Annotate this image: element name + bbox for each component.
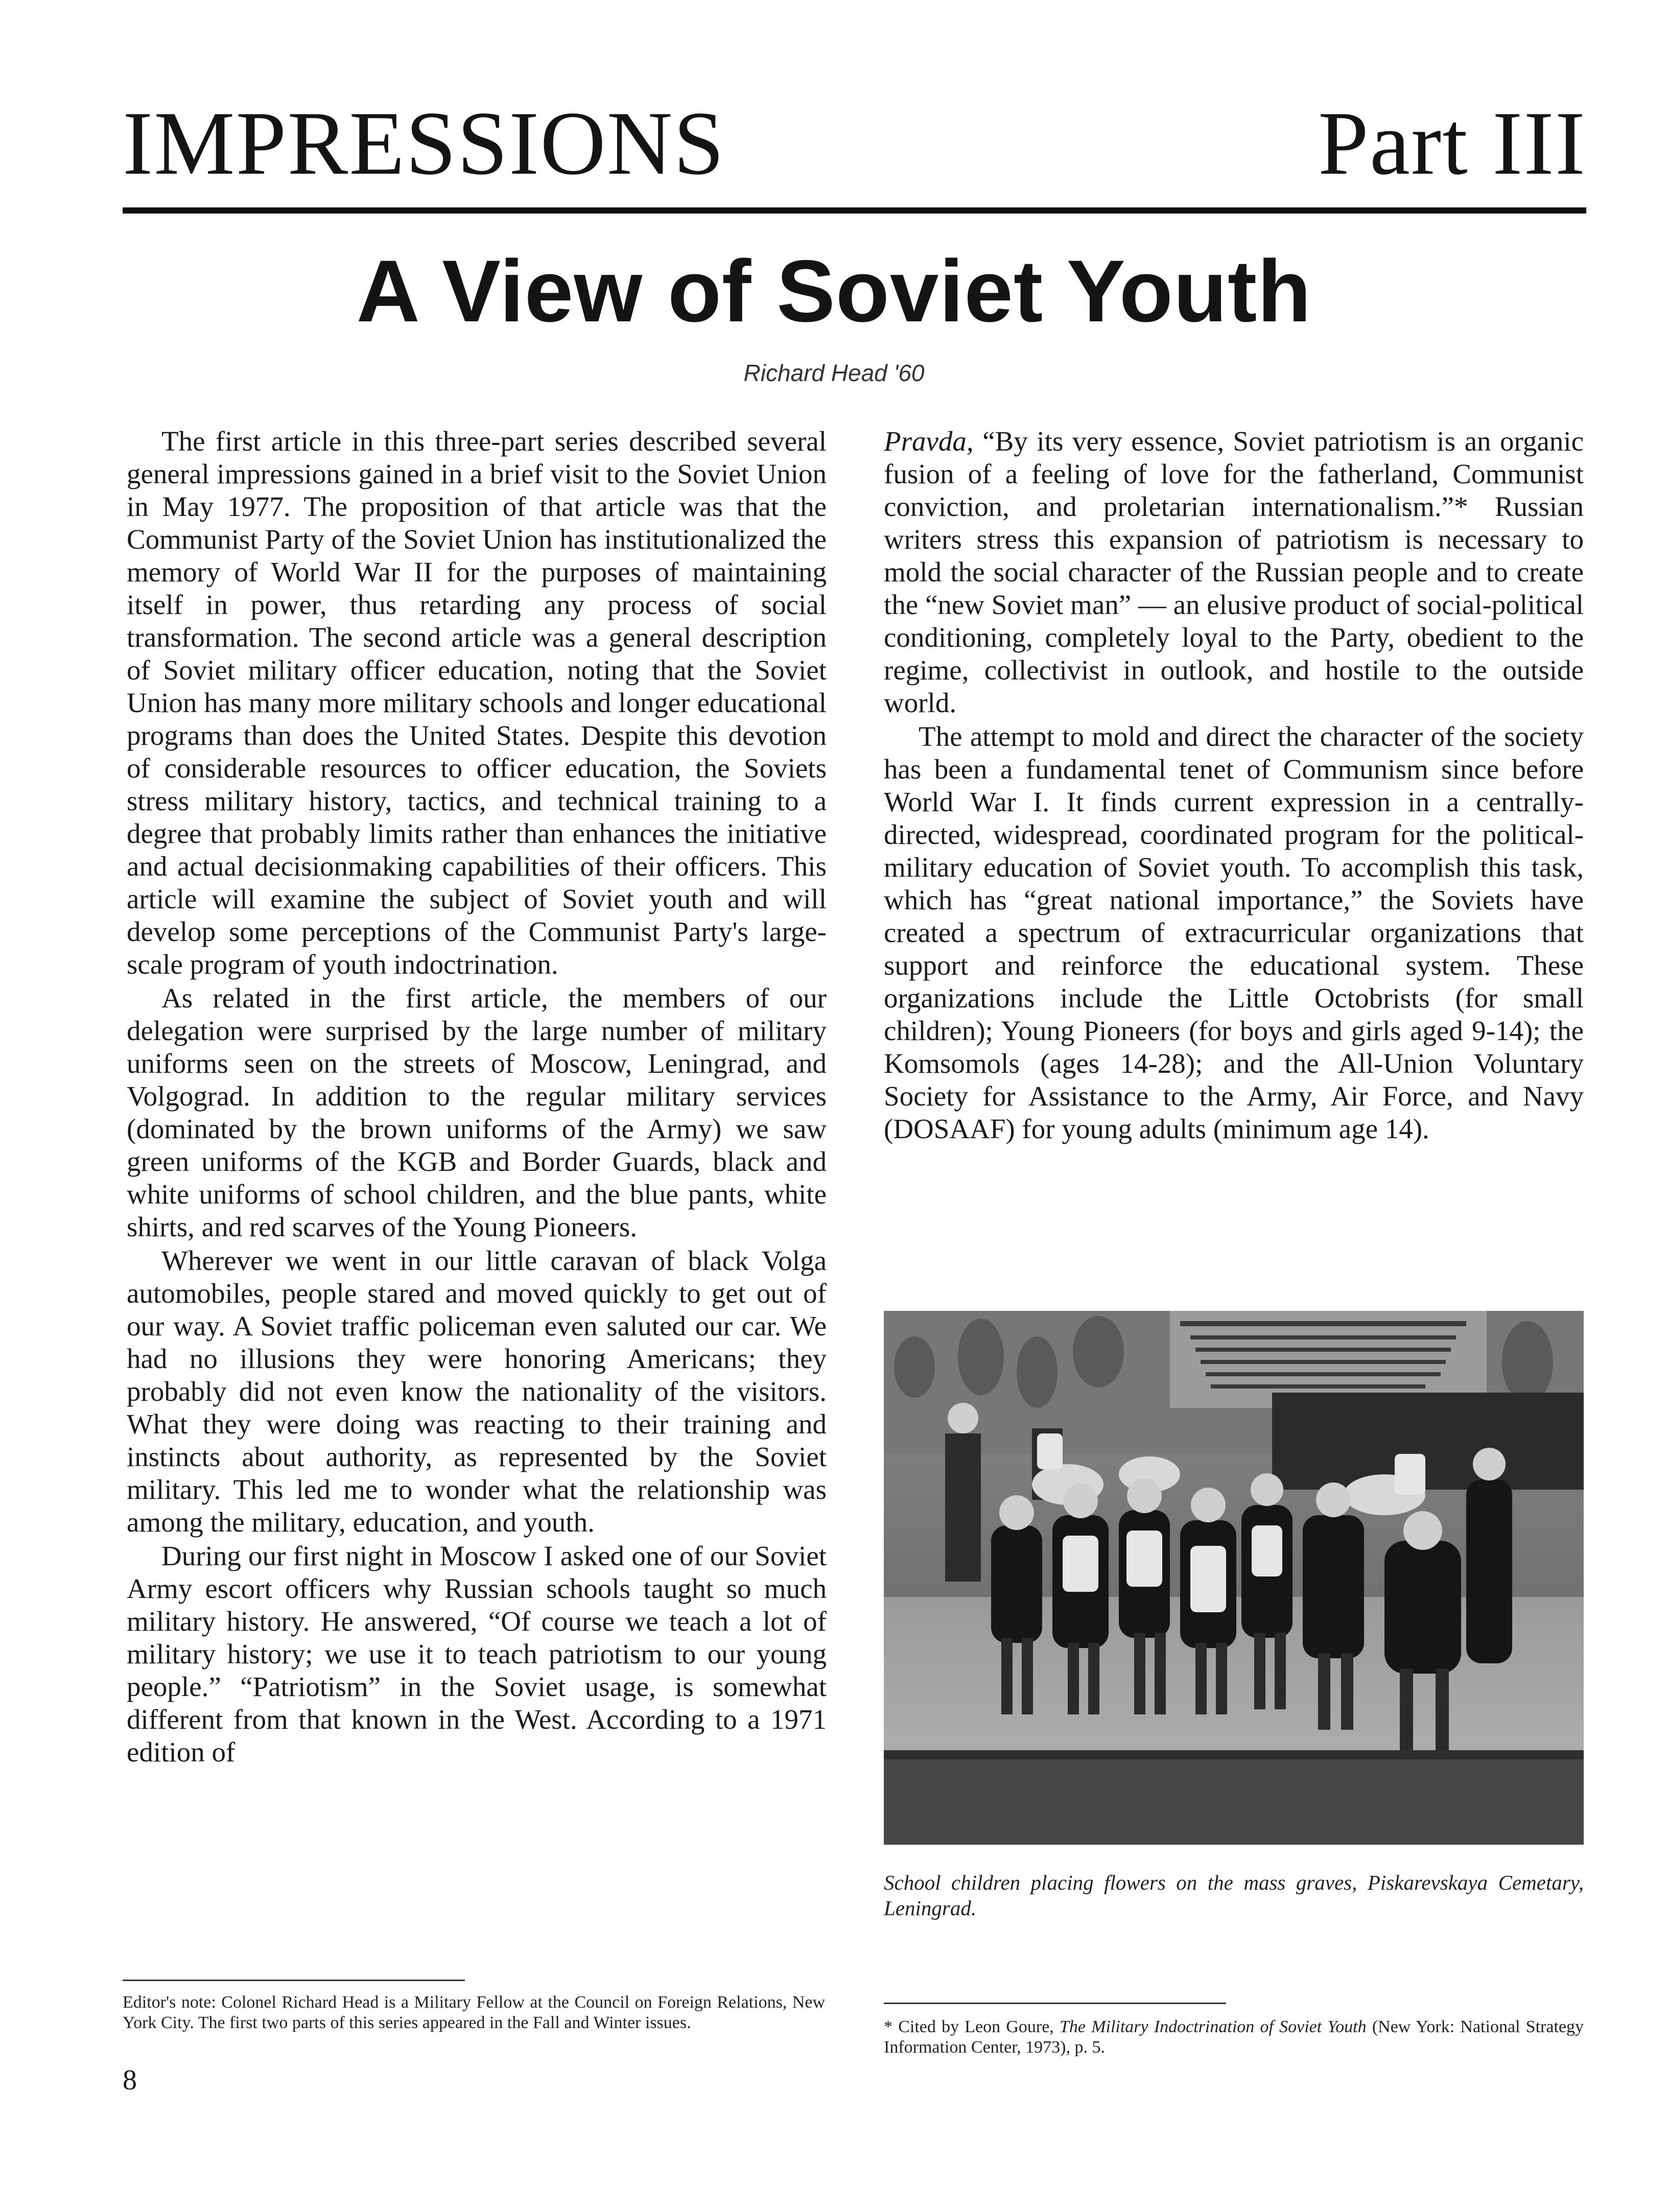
- part-label: Part III: [1318, 92, 1586, 194]
- body-paragraph: Wherever we went in our little caravan of black Volga automobiles, people stared and moved quickly to get out of our way. A Soviet traffic policeman even saluted our car. We had no illusions they were honoring Americans; they probably did not even know the nationality of the visitors. What they were doing was reacting to their training and instincts about authority, as represented by the Soviet military. This led me to wonder what the relationship was among the military, education, and youth.: [127, 1245, 827, 1538]
- section-title: IMPRESSIONS: [123, 92, 725, 194]
- citation-suffix: (New York: National Strategy Information Center, 1973), p. 5.: [884, 2017, 1584, 2057]
- body-paragraph: The first article in this three-part series described several general impressions gained in a brief visit to the Soviet Union in May 1977. The proposition of that article was that the Communist Party of the Soviet Union has institutionalized the memory of World War II for the purposes of maintaining itself in power, thus retarding any process of social transformation. The second article was a general description of Soviet military officer education, noting that the Soviet Union has many more military schools and longer educational programs than does the United States. Despite this devotion of considerable resources to officer education, the Soviets stress military history, tactics, and technical training to a degree that probably limits rather than enhances the initiative and actual decisionmaking capabilities of their officers. This article will examine the subject of Soviet youth and will develop some perceptions of the Communist Party's large-scale program of youth indoctrination.: [127, 426, 827, 980]
- byline: Richard Head '60: [743, 360, 925, 386]
- editors-note: Editor's note: Colonel Richard Head is a Military Fellow at the Council on Foreign Relations, New York City. The first two parts of this series appeared in the Fall and Winter issues.: [123, 1993, 825, 2032]
- citation-footnote: [884, 2017, 1584, 2058]
- photo-school-children: [884, 1311, 1584, 1845]
- page-header: [123, 92, 1586, 194]
- page-number: 8: [123, 2064, 137, 2096]
- footnote-rule: [884, 2003, 1226, 2004]
- body-paragraph: During our first night in Moscow I asked one of our Soviet Army escort officers why Russian schools taught so much military history. He answered, “Of course we teach a lot of military history; we use it to teach patriotism to our young people.” “Patriotism” in the Soviet usage, is somewhat different from that known in the West. According to a 1971 edition of: [127, 1540, 827, 1768]
- footnote-rule: [123, 1980, 465, 1981]
- pravda-italic: Pravda,: [884, 426, 974, 457]
- continued-paragraph: [884, 425, 1584, 719]
- right-column: [884, 425, 1584, 1145]
- body-paragraph: The attempt to mold and direct the character of the society has been a fundamental tenet of Communism since before World War I. It finds current expression in a centrally-directed, widespread, coordinated program for the political-military education of Soviet youth. To accomplish this task, which has “great national importance,” the Soviets have created a spectrum of extracurricular organizations that support and reinforce the educational system. These organizations include the Little Octobrists (for small children); Young Pioneers (for boys and girls aged 9-14); the Komsomols (ages 14-28); and the All-Union Voluntary Society for Assistance to the Army, Air Force, and Navy (DOSAAF) for young adults (minimum age 14).: [884, 721, 1584, 1144]
- continued-text: “By its very essence, Soviet patriotism is an organic fusion of a feeling of love for the fatherland, Communist conviction, and proletarian internationalism.”* Russian writers stress this expansion of patriotism is necessary to mold the social character of the Russian people and to create the “new Soviet man” — an elusive product of social-political conditioning, completely loyal to the Party, obedient to the regime, collectivist in outlook, and hostile to the outside world.: [884, 426, 1584, 718]
- body-paragraph: As related in the first article, the members of our delegation were surprised by the large number of military uniforms seen on the streets of Moscow, Leningrad, and Volgograd. In addition to the regular military services (dominated by the brown uniforms of the Army) we saw green uniforms of the KGB and Border Guards, black and white uniforms of school children, and the blue pants, white shirts, and red scarves of the Young Pioneers.: [127, 982, 827, 1242]
- left-column: [127, 425, 827, 1769]
- citation-title: The Military Indoctrination of Soviet Youth: [1060, 2017, 1367, 2036]
- citation-prefix: * Cited by Leon Goure,: [884, 2017, 1060, 2036]
- header-rule: [123, 207, 1586, 214]
- article-title: A View of Soviet Youth: [356, 242, 1312, 340]
- photo-caption: School children placing flowers on the mass graves, Piskarevskaya Cemetary, Leningrad.: [884, 1871, 1584, 1920]
